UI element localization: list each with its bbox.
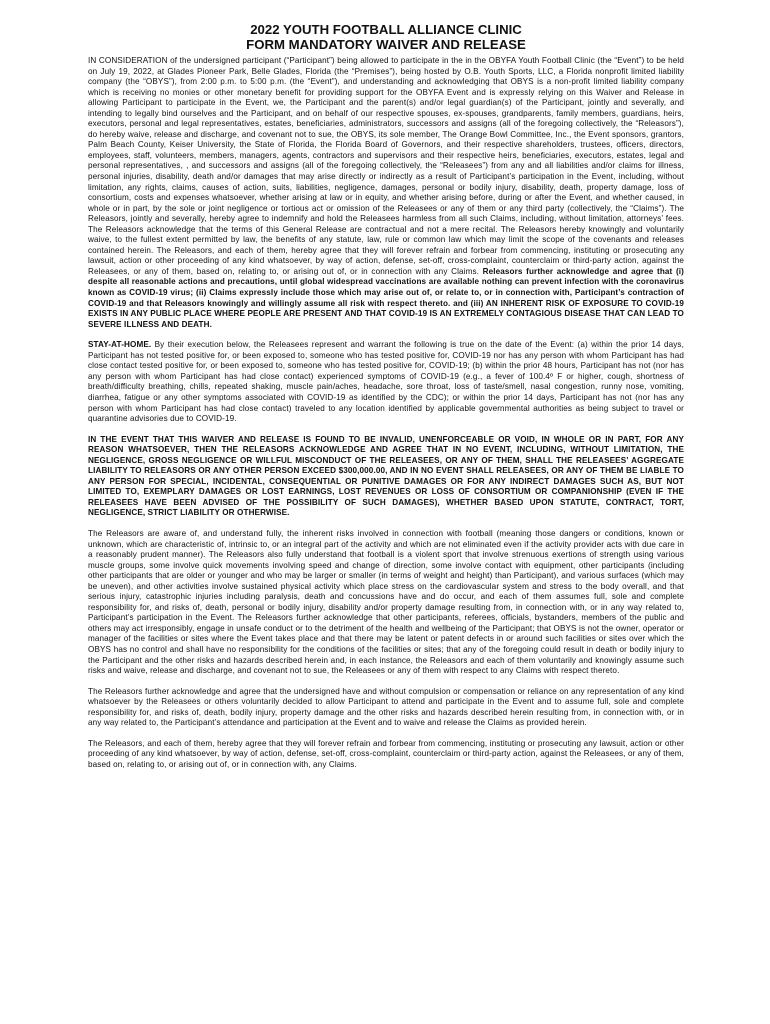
document-title: [88, 22, 684, 52]
stay-at-home-text: By their execution below, the Releasees represent and warrant the following is true on the date of the Event: (a) within the prior 14 days, Participant has not tested positive for, or been exposed to, someone who has tested positive for, COVID-19 nor has any person with whom Participant has had close contact tested positive for, or been exposed to, someone who has tested positive for, COVID-19; (b) within the prior 48 hours, Participant has not (nor has any person with whom Participant has had close contact) experienced symptoms of COVID-19 (e.g., a fever of 100.4º F or higher, cough, shortness of breath/difficulty breathing, chills, repeated shaking, muscle pain/aches, headache, sore throat, loss of taste/smell, nasal congestion, runny nose, vomiting, diarrhea, fatigue or any other symptoms associated with COVID-19 as identified by the CDC); or within the prior 14 days, Participant has not (nor has any person with whom Participant has had close contact) traveled to any location identified by applicable governmental authorities as being subject to travel or quarantine advisories due to COVID-19.: [88, 340, 684, 424]
stay-at-home-heading: STAY-AT-HOME.: [88, 340, 152, 350]
waiver-document: [88, 22, 684, 770]
title-line-1: 2022 YOUTH FOOTBALL ALLIANCE CLINIC: [250, 22, 522, 37]
covenant-not-to-sue-paragraph: The Releasors, and each of them, hereby agree that they will forever refrain and forbear from commencing, instituting or prosecuting any lawsuit, action or other proceeding of any kind whatsoever, by way of action, defense, set-off, cross-complaint, counterclaim or third-party action, against the Releasees, or any of them, based on, relating to, or arising out of, or in connection with, any Claims.: [88, 738, 684, 769]
consideration-paragraph: [88, 56, 684, 330]
voluntary-assumption-paragraph: The Releasors further acknowledge and agree that the undersigned have and without compulsion or compensation or reliance on any representation of any kind whatsoever by the Releasees or others voluntarily decided to allow Participant to attend and participate in the Event and to assume full, sole and complete responsibility for, and risks of, death, bodily injury, property damage and the other risks and hazards described herein resulting from, in connection with, or in any way related to, the Participant’s attendance and participation at the Event and to waive and release the Claims as provided herein.: [88, 686, 684, 728]
title-line-2: FORM MANDATORY WAIVER AND RELEASE: [246, 37, 526, 52]
covid-acknowledgement: Releasors further acknowledge and agree that (i) despite all reasonable actions and precautions, until global widespread vaccinations are available nothing can prevent infection with the coronavirus known as COVID-19 virus; (ii) Claims expressly include those which may arise out of, or relate to, or in connection with, Participant’s contraction of COVID-19 and that Releasors knowingly and willingly assume all risk with respect thereto. and (iii) AN INHERENT RISK OF EXPOSURE TO COVID-19 EXISTS IN ANY PUBLIC PLACE WHERE PEOPLE ARE PRESENT AND THAT COVID-19 IS AN EXTREMELY CONTAGIOUS DISEASE THAT CAN LEAD TO SEVERE ILLNESS AND DEATH.: [88, 266, 684, 329]
consideration-text: IN CONSIDERATION of the undersigned participant (“Participant”) being allowed to participate in the in the OBYFA Youth Football Clinic (the “Event”) to be held on July 19, 2022, at Glades Pioneer Park, Belle Glades, Florida (the “Premises”), being hosted by O.B. Youth Sports, LLC, a Florida nonprofit limited liability company (the “OBYS”), from 2:00 p.m. to 5:00 p.m. (the “Event”), and understanding and acknowledging that OBYS is a non-profit limited liability company which is receiving no monies or other monetary benefit for providing support for the OBYFA Event and is expressly relying on this Waiver and Release in allowing Participant to participate in the Event, we, the Participant and the parent(s) and/or legal guardian(s) of the Participant, jointly and severally, and intending to legally bind ourselves and the Participant, and on behalf of our respective spouses, ex-spouses, grandparents, family members, guardians, heirs, executors, personal and legal representatives, estates, beneficiaries, administrators, successors and assigns (all of the foregoing collectively, the “Releasors”), do hereby waive, release and discharge, and covenant not to sue, the OBYS, its sole member, The Orange Bowl Committee, Inc., the Event sponsors, grantors, Palm Beach County, Keiser University, the State of Florida, the Florida Board of Governors, and their respective shareholders, trustees, officers, directors, employees, staff, volunteers, members, managers, agents, contractors and supervisors and their respective heirs, beneficiaries, executors, estates, legal and personal representatives, , and successors and assigns (all of the foregoing collectively, the “Releasees”) from any and all liabilities and/or claims for illness, personal injuries, disability, death and/or damages that may arise directly or indirectly as a result of Participant’s participation in the Event, including, without limitation, any rights, claims, causes of action, suits, liabilities, negligence, damages, personal or bodily injury, disability, death, property damage, loss of consortium, costs and expenses whatsoever, whether arising at law or in equity, and whether arising before, during or after the Event, and whether caused, in whole or in part, by the sole or joint negligence or tortious act or omission of the Releasees or any of them or any third party (collectively, the “Claims”). The Releasors, jointly and severally, hereby agree to indemnify and hold the Releasees harmless from all such Claims, including, without limitation, attorneys’ fees. The Releasors acknowledge that the terms of this General Release are contractual and not a mere recital. The Releasors hereby knowingly and voluntarily waive, to the fullest extent permitted by law, the benefits of any statute, law, rule or common law which may limit the scope of the covenants and releases contained herein. The Releasors, and each of them, hereby agree that they will forever refrain and forbear from commencing, instituting or prosecuting any lawsuit, action or other proceeding of any kind whatsoever, by way of action, defense, set-off, cross-complaint, counterclaim or third-party action, against the Releasees, or any of them, based on, relating to, or arising out of, or in connection with any Claims.: [88, 56, 684, 276]
stay-at-home-paragraph: [88, 340, 684, 424]
liability-limit-paragraph: IN THE EVENT THAT THIS WAIVER AND RELEASE IS FOUND TO BE INVALID, UNENFORCEABLE OR VOID, IN WHOLE OR IN PART, FOR ANY REASON WHATSOEVER, THEN THE RELEASORS ACKNOWLEDGE AND AGREE THAT IN NO EVENT, INCLUDING, WITHOUT LIMITATION, THE NEGLIGENCE, GROSS NEGLIGENCE OR WILLFUL MISCONDUCT OF THE RELEASEES, OR ANY OF THEM, SHALL THE RELEASEES’ AGGREGATE LIABILITY TO RELEASORS OR ANY OTHER PERSON EXCEED $300,000.00, AND IN NO EVENT SHALL RELEASEES, OR ANY OF THEM BE LIABLE TO ANY PERSON FOR SPECIAL, INCIDENTAL, CONSEQUENTIAL OR PUNITIVE DAMAGES OR FOR ANY INDIRECT DAMAGES SUCH AS, BUT NOT LIMITED TO, EXEMPLARY DAMAGES OR LOST EARNINGS, LOST REVENUES OR LOSS OF CONSORTIUM OR COMPANIONSHIP (EVEN IF THE RELEASEES HAVE BEEN ADVISED OF THE POSSIBILITY OF SUCH DAMAGES), WHETHER BASED UPON STATUTE, CONTRACT, TORT, NEGLIGENCE, STRICT LIABILITY OR OTHERWISE.: [88, 434, 684, 518]
inherent-risks-paragraph: The Releasors are aware of, and understand fully, the inherent risks involved in connection with football (meaning those dangers or conditions, known or unknown, which are characteristic of, intrinsic to, or an integral part of the activity and which are not eliminated even if the activity provider acts with due care in a reasonably prudent manner). The Releasors also fully understand that football is a violent sport that involve strenuous exertions of strength using various muscle groups, some involve quick movements involving speed and change of direction, some involve contact with equipment, other participants (including other participants that are older or younger and who may be larger or smaller (in terms of weight and height) than Participant), and various surfaces (which may be uneven), and other activities involve sustained physical activity which place stress on the cardiovascular system and stress to the body overall, and that serious injury, catastrophic injuries including paralysis, death and concussions have and do occur, and each of them assumes full, sole and complete responsibility for, and risks of, death, personal or bodily injury, disability and/or property damage resulting from, in connection with, or in any way related to, Participant’s participation in the Event. The Releasors further acknowledge that other participants, referees, officials, bystanders, members of the public and others may act irresponsibly, engage in unsafe conduct or to the detriment of the health and wellbeing of the Participant; that OBYS is not the owner, operator or manager of the facilities or sites where the Event takes place and that there may be latent or patent defects in or around such facilities or sites over which the OBYS has no control and shall have no responsibility for the conditions of the facilities or sites; that any of the foregoing could result in death or bodily injury to the Participant and the other risks and hazards described herein and, in each instance, the Releasors and each of them voluntarily and knowingly assume such risks and waive, release and discharge, and covenant not to sue, the Releasees or any of them with respect to any Claims with respect thereto.: [88, 528, 684, 676]
